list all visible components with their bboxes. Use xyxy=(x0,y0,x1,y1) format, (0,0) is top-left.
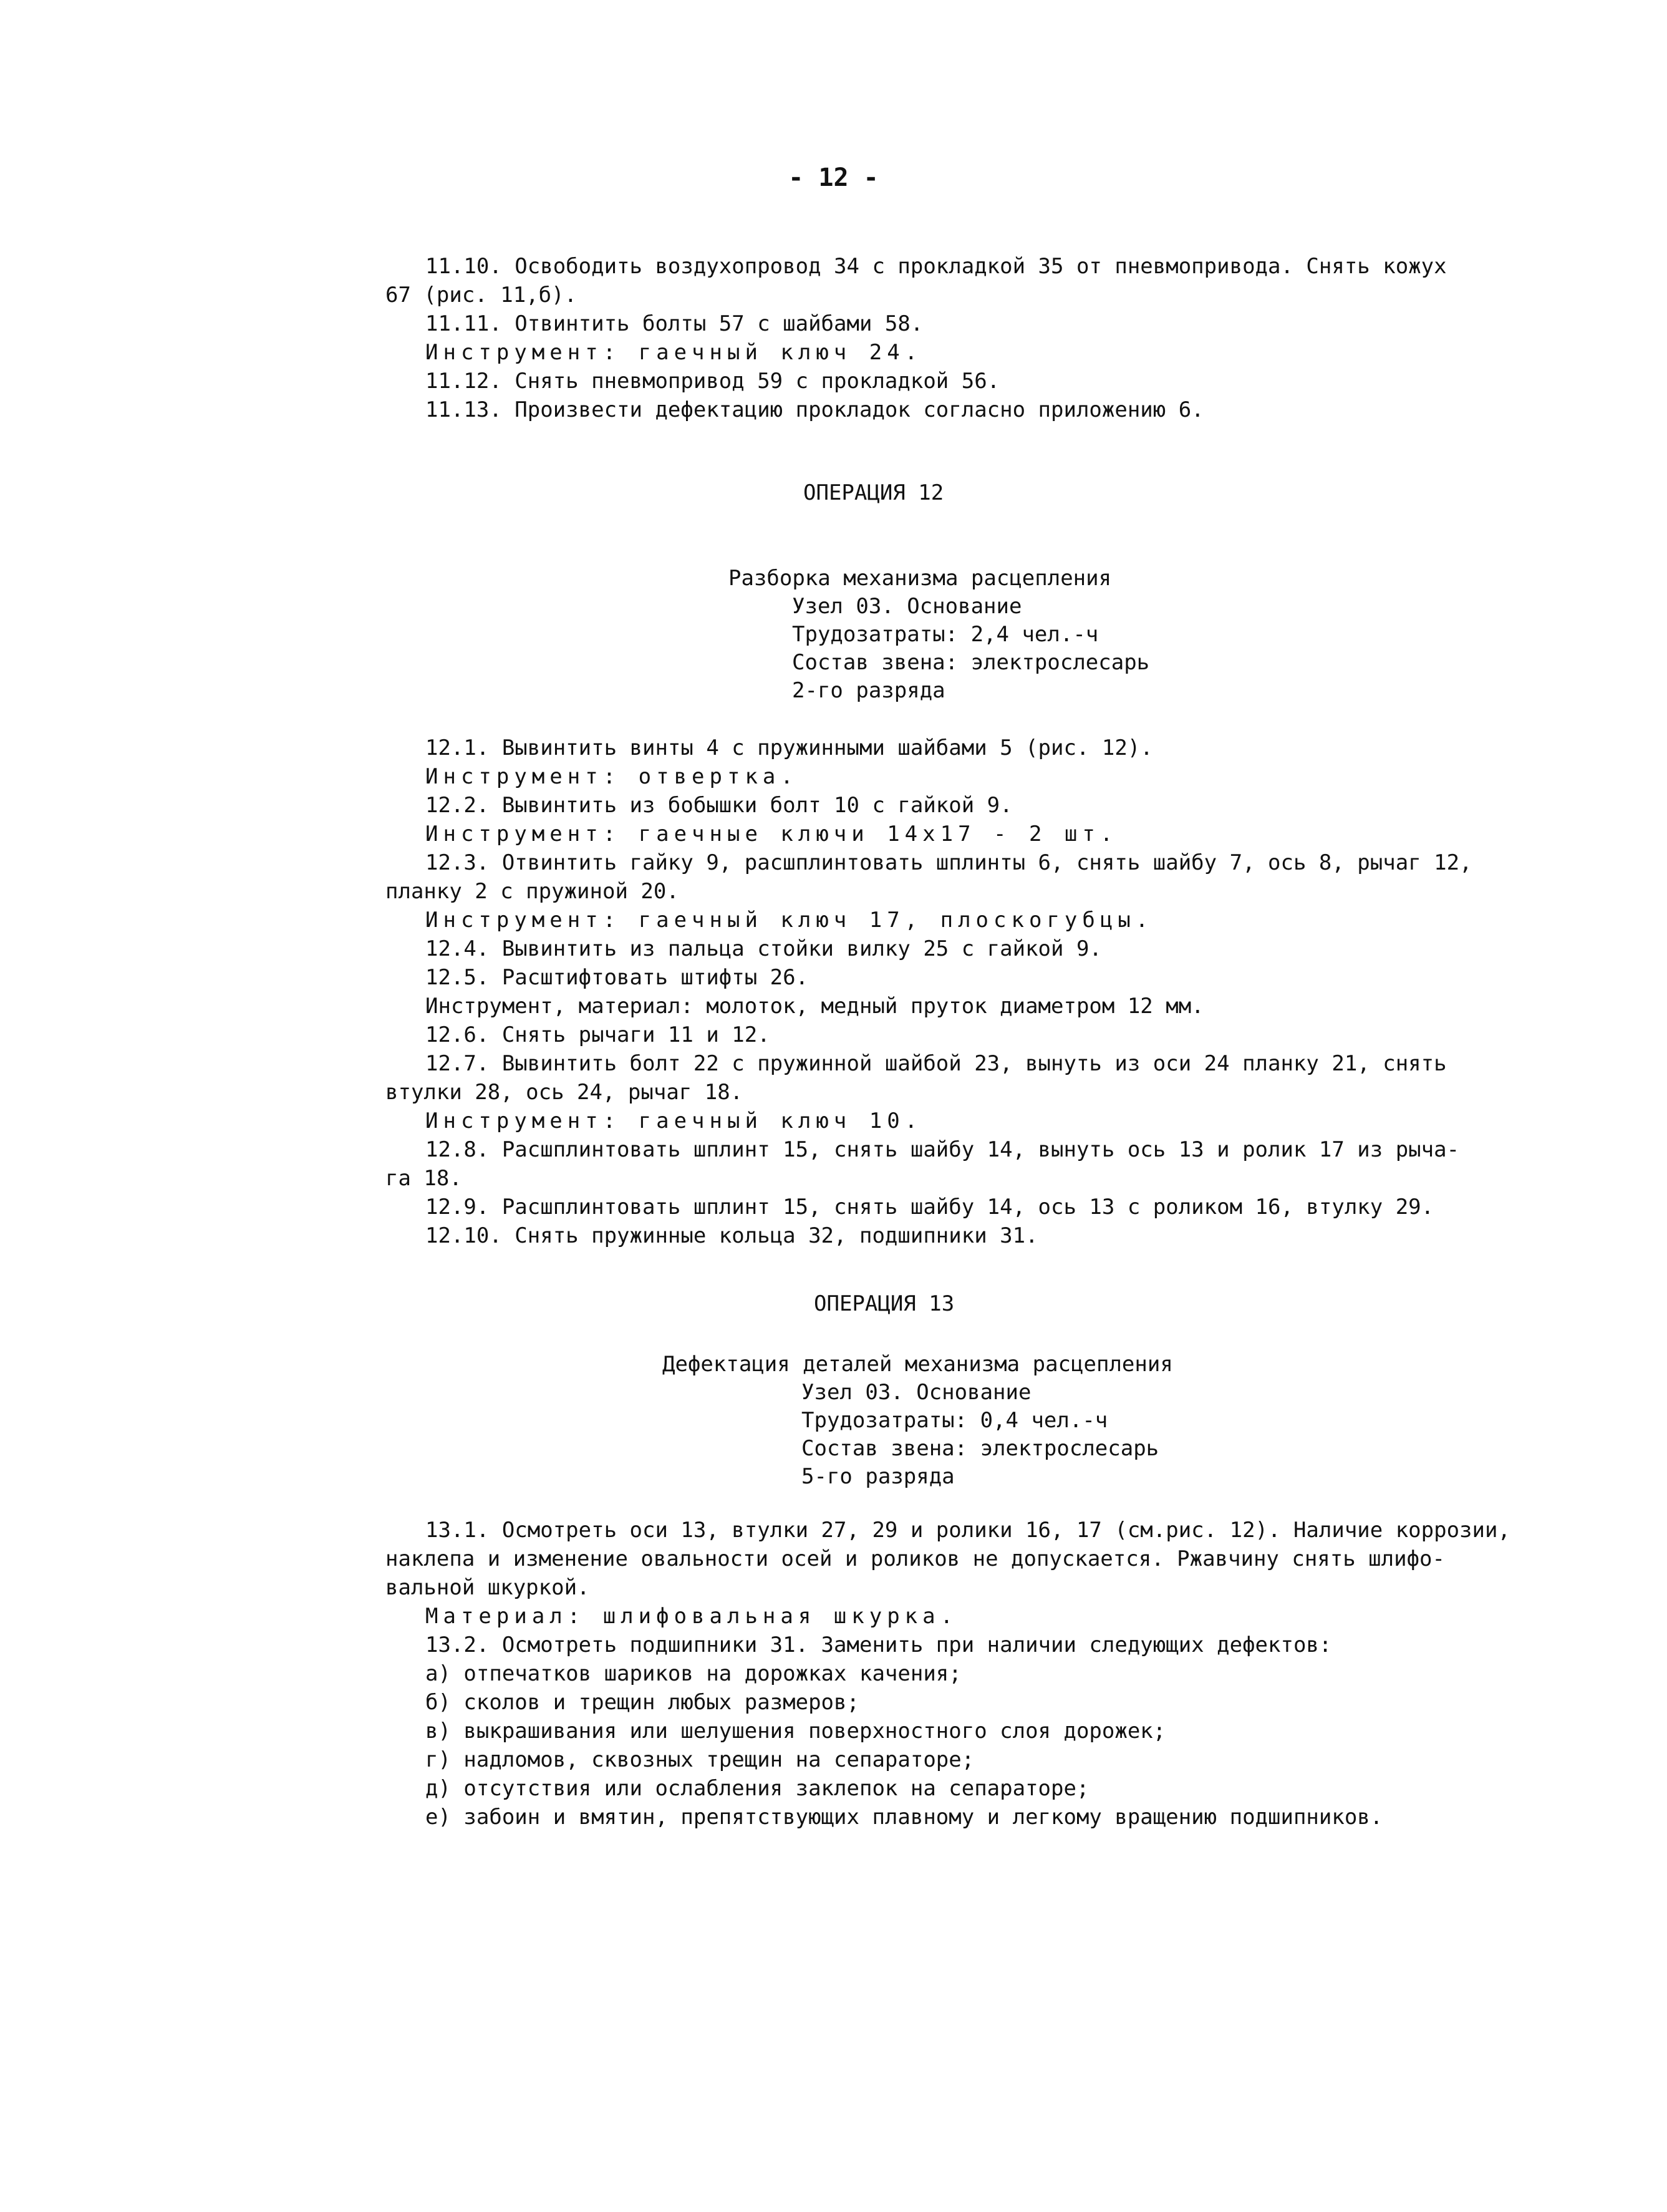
operation-labor: Трудозатраты: 0,4 чел.-ч xyxy=(801,1408,1108,1433)
paragraph-line: 11.11. Отвинтить болты 57 с шайбами 58. xyxy=(425,311,924,336)
paragraph-line: Инструмент: гаечный ключ 24. xyxy=(425,340,923,365)
list-item: а) отпечатков шариков на дорожках качения; xyxy=(425,1661,962,1686)
paragraph-line: га 18. xyxy=(385,1166,462,1191)
operation-crew: Состав звена: электрослесарь xyxy=(801,1436,1159,1461)
operation-unit: Узел 03. Основание xyxy=(792,594,1022,619)
paragraph-line: Инструмент: отвертка. xyxy=(425,764,798,789)
list-item: г) надломов, сквозных трещин на сепараторе; xyxy=(425,1747,975,1772)
operation-labor: Трудозатраты: 2,4 чел.-ч xyxy=(792,622,1099,647)
paragraph-line: 12.5. Расштифтовать штифты 26. xyxy=(425,965,809,990)
paragraph-line: 67 (рис. 11,б). xyxy=(385,283,577,308)
paragraph-line: 13.2. Осмотреть подшипники 31. Заменить при наличии следующих дефектов: xyxy=(425,1632,1332,1657)
list-item: е) забоин и вмятин, препятствующих плавному и легкому вращению подшипников. xyxy=(425,1805,1383,1830)
paragraph-line: Инструмент, материал: молоток, медный пруток диаметром 12 мм. xyxy=(425,994,1204,1019)
paragraph-line: 12.10. Снять пружинные кольца 32, подшипники 31. xyxy=(425,1223,1038,1248)
paragraph-line: 12.8. Расшплинтовать шплинт 15, снять шайбу 14, вынуть ось 13 и ролик 17 из рыча- xyxy=(425,1137,1460,1162)
paragraph-line: 12.4. Вывинтить из пальца стойки вилку 25 с гайкой 9. xyxy=(425,936,1102,961)
list-item: в) выкрашивания или шелушения поверхностного слоя дорожек; xyxy=(425,1719,1166,1744)
paragraph-line: 11.10. Освободить воздухопровод 34 с прокладкой 35 от пневмопривода. Снять кожух xyxy=(425,254,1447,279)
paragraph-line: 11.13. Произвести дефектацию прокладок согласно приложению 6. xyxy=(425,397,1204,422)
paragraph-line: 11.12. Снять пневмопривод 59 с прокладкой 56. xyxy=(425,369,1000,394)
paragraph-line: Материал: шлифовальная шкурка. xyxy=(425,1604,959,1629)
operation-unit: Узел 03. Основание xyxy=(801,1380,1032,1405)
operation-title: ОПЕРАЦИЯ 12 xyxy=(803,480,944,505)
list-item: б) сколов и трещин любых размеров; xyxy=(425,1690,859,1715)
page-number: - 12 - xyxy=(788,163,879,192)
operation-heading: Дефектация деталей механизма расцепления xyxy=(662,1352,1173,1377)
paragraph-line: 13.1. Осмотреть оси 13, втулки 27, 29 и ролики 16, 17 (см.рис. 12). Наличие коррозии, xyxy=(425,1518,1510,1543)
paragraph-line: Инструмент: гаечные ключи 14х17 - 2 шт. xyxy=(425,822,1118,846)
paragraph-line: 12.6. Снять рычаги 11 и 12. xyxy=(425,1022,770,1047)
paragraph-line: планку 2 с пружиной 20. xyxy=(385,879,679,904)
operation-grade: 5-го разряда xyxy=(801,1464,955,1489)
paragraph-line: 12.9. Расшплинтовать шплинт 15, снять шайбу 14, ось 13 с роликом 16, втулку 29. xyxy=(425,1195,1434,1220)
paragraph-line: 12.2. Вывинтить из бобышки болт 10 с гайкой 9. xyxy=(425,793,1013,818)
paragraph-line: Инструмент: гаечный ключ 10. xyxy=(425,1108,923,1133)
paragraph-line: вальной шкуркой. xyxy=(385,1575,590,1600)
operation-heading: Разборка механизма расцепления xyxy=(728,566,1112,591)
operation-grade: 2-го разряда xyxy=(792,678,945,703)
paragraph-line: 12.1. Вывинтить винты 4 с пружинными шайбами 5 (рис. 12). xyxy=(425,735,1153,760)
paragraph-line: 12.3. Отвинтить гайку 9, расшплинтовать шплинты 6, снять шайбу 7, ось 8, рычаг 12, xyxy=(425,850,1472,875)
paragraph-line: втулки 28, ось 24, рычаг 18. xyxy=(385,1080,743,1105)
paragraph-line: наклепа и изменение овальности осей и роликов не допускается. Ржавчину снять шлифо- xyxy=(385,1546,1445,1571)
operation-title: ОПЕРАЦИЯ 13 xyxy=(814,1291,955,1316)
list-item: д) отсутствия или ослабления заклепок на сепараторе; xyxy=(425,1776,1090,1801)
operation-crew: Состав звена: электрослесарь xyxy=(792,650,1150,675)
paragraph-line: Инструмент: гаечный ключ 17, плоскогубцы. xyxy=(425,908,1154,933)
paragraph-line: 12.7. Вывинтить болт 22 с пружинной шайбой 23, вынуть из оси 24 планку 21, снять xyxy=(425,1051,1447,1076)
